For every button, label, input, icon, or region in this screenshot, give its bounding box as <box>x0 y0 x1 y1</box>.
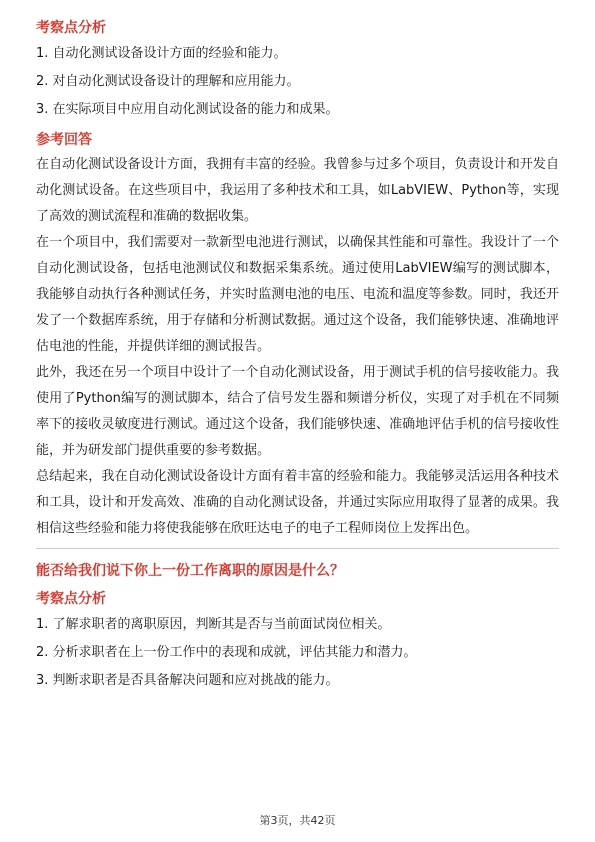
question-heading: 能否给我们说下你上一份工作离职的原因是什么？ <box>36 563 344 579</box>
analysis-heading: 考察点分析 <box>36 591 106 607</box>
page-content <box>36 18 559 699</box>
answer-paragraph: 在自动化测试设备设计方面，我拥有丰富的经验。我曾参与过多个项目，负责设计和开发自动化测试设备。在这些项目中，我运用了多种技术和工具，如LabVIEW、Python等，实现了高效的测试流程和准确的数据收集。 <box>36 157 559 224</box>
analysis-item: 2. 对自动化测试设备设计的理解和应用能力。 <box>36 74 300 89</box>
answer-heading: 参考回答 <box>36 132 92 148</box>
analysis-item: 1. 自动化测试设备设计方面的经验和能力。 <box>36 46 287 61</box>
answer-paragraph: 总结起来，我在自动化测试设备设计方面有着丰富的经验和能力。我能够灵活运用各种技术和工具，设计和开发高效、准确的自动化测试设备，并通过实际应用取得了显著的成果。我相信这些经验和能力将使我能够在欣旺达电子的电子工程师岗位上发挥出色。 <box>36 469 559 536</box>
page-number: 第3页，共42页 <box>259 814 336 827</box>
analysis-item: 2. 分析求职者在上一份工作中的表现和成就，评估其能力和潜力。 <box>36 645 417 660</box>
answer-paragraph: 此外，我还在另一个项目中设计了一个自动化测试设备，用于测试手机的信号接收能力。我使用了Python编写的测试脚本，结合了信号发生器和频谱分析仪，实现了对手机在不同频率下的接收灵敏度进行测试。通过这个设备，我们能够快速、准确地评估手机的信号接收性能，并为研发部门提供重要的参考数据。 <box>36 365 559 458</box>
section-divider <box>36 548 559 549</box>
answer-paragraph: 在一个项目中，我们需要对一款新型电池进行测试，以确保其性能和可靠性。我设计了一个自动化测试设备，包括电池测试仪和数据采集系统。通过使用LabVIEW编写的测试脚本，我能够自动执行各种测试任务，并实时监测电池的电压、电流和温度等参数。同时，我还开发了一个数据库系统，用于存储和分析测试数据。通过这个设备，我们能够快速、准确地评估电池的性能，并提供详细的测试报告。 <box>36 235 559 354</box>
analysis-item: 1. 了解求职者的离职原因，判断其是否与当前面试岗位相关。 <box>36 617 391 632</box>
analysis-item: 3. 判断求职者是否具备解决问题和应对挑战的能力。 <box>36 673 339 688</box>
analysis-item: 3. 在实际项目中应用自动化测试设备的能力和成果。 <box>36 102 339 117</box>
analysis-heading: 考察点分析 <box>36 20 106 36</box>
